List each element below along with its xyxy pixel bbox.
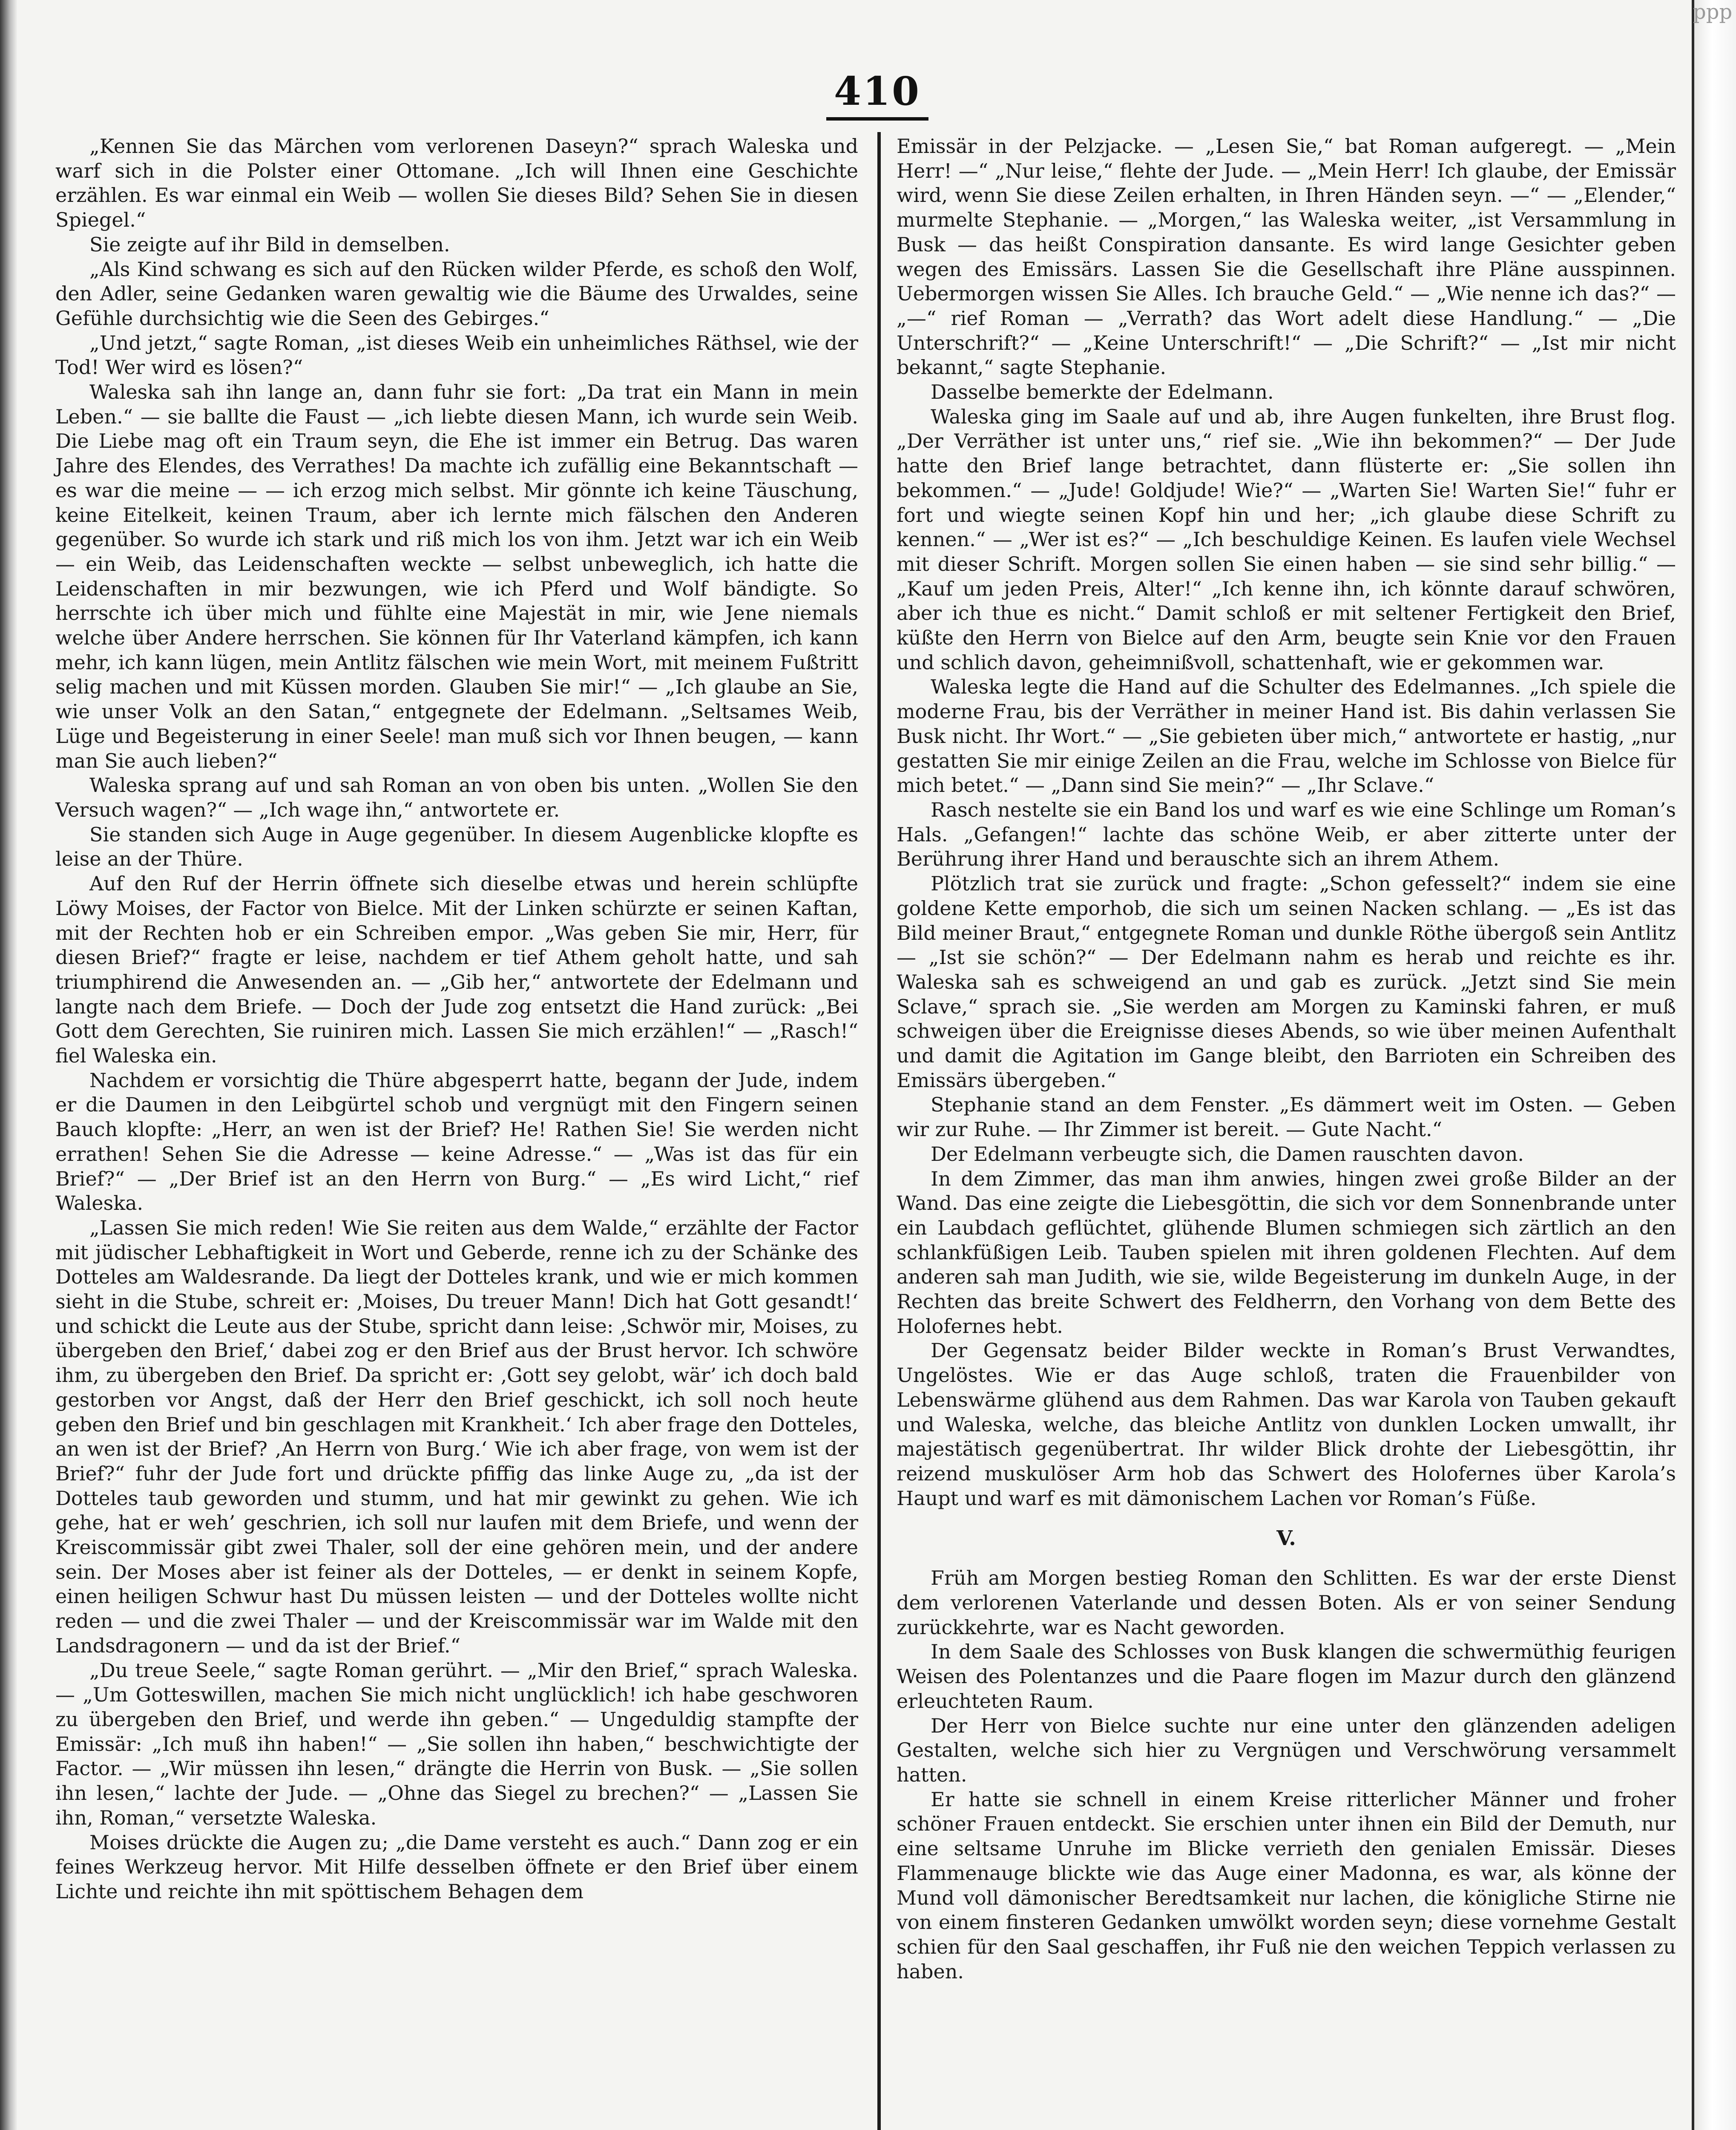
- paragraph: Waleska ging im Saale auf und ab, ihre Augen funkelten, ihre Brust flog. „Der Verräther ist unter uns,“ rief sie. „Wie ihn bekommen?“ — Der Jude hatte den Brief lange betrachtet, dann flüsterte er: „Sie sollen ihn bekommen.“ — „Jude! Goldjude! Wie?“ — „Warten Sie! Warten Sie!“ fuhr er fort und wiegte seinen Kopf hin und her; „ich glaube diese Schrift zu kennen.“ — „Wer ist es?“ — „Ich beschuldige Keinen. Es laufen viele Wechsel mit dieser Schrift. Morgen sollen Sie einen haben — sie sind sehr billig.“ — „Kauf um jeden Preis, Alter!“ „Ich kenne ihn, ich könnte darauf schwören, aber ich thue es nicht.“ Damit schloß er mit seltener Fertigkeit den Brief, küßte den Herrn von Bielce auf den Arm, beugte sein Knie vor den Frauen und schlich davon, geheimnißvoll, schattenhaft, wie er gekommen war.: [897, 405, 1676, 674]
- paragraph: Der Herr von Bielce suchte nur eine unter den glänzenden adeligen Gestalten, welche sich hier zu Vergnügen und Verschwörung versammelt hatten.: [897, 1714, 1676, 1786]
- paragraph: „Du treue Seele,“ sagte Roman gerührt. — „Mir den Brief,“ sprach Waleska. — „Um Gotteswillen, machen Sie mich nicht unglücklich! ich habe geschworen zu übergeben den Brief, und werde ihn geben.“ — Ungeduldig stampfte der Emissär: „Ich muß ihn haben!“ — „Sie sollen ihn haben,“ beschwichtigte der Factor. — „Wir müssen ihn lesen,“ drängte die Herrin von Busk. — „Sie sollen ihn lesen,“ lachte der Jude. — „Ohne das Siegel zu brechen?“ — „Lassen Sie ihn, Roman,“ versetzte Waleska.: [55, 1658, 858, 1829]
- section-heading: V.: [1276, 1526, 1296, 1551]
- paragraph: Waleska legte die Hand auf die Schulter des Edelmannes. „Ich spiele die moderne Frau, bis der Verräther in meiner Hand ist. Bis dahin verlassen Sie Busk nicht. Ihr Wort.“ — „Sie gebieten über mich,“ antwortete er hastig, „nur gestatten Sie mir einige Zeilen an die Frau, welche im Schlosse von Bielce für mich betet.“ — „Dann sind Sie mein?“ — „Ihr Sclave.“: [897, 675, 1676, 797]
- scan-binding-edge: [0, 0, 17, 2130]
- paragraph: Stephanie stand an dem Fenster. „Es dämmert weit im Osten. — Geben wir zur Ruhe. — Ihr Zimmer ist bereit. — Gute Nacht.“: [897, 1093, 1676, 1141]
- paragraph: Auf den Ruf der Herrin öffnete sich dieselbe etwas und herein schlüpfte Löwy Moises, der Factor von Bielce. Mit der Linken schürzte er seinen Kaftan, mit der Rechten hob er ein Schreiben empor. „Was geben Sie mir, Herr, für diesen Brief?“ fragte er leise, nachdem er tief Athem geholt hatte, und sah triumphirend die Anwesenden an. — „Gib her,“ antwortete der Edelmann und langte nach dem Briefe. — Doch der Jude zog entsetzt die Hand zurück: „Bei Gott dem Gerechten, Sie ruiniren mich. Lassen Sie mich erzählen!“ — „Rasch!“ fiel Waleska ein.: [55, 872, 858, 1068]
- paragraph: Rasch nestelte sie ein Band los und warf es wie eine Schlinge um Roman’s Hals. „Gefangen!“ lachte das schöne Weib, er aber zitterte unter der Berührung ihrer Hand und berauschte sich an ihrem Athem.: [897, 798, 1676, 871]
- paragraph: Früh am Morgen bestieg Roman den Schlitten. Es war der erste Dienst dem verlorenen Vaterlande und dessen Boten. Als er von seiner Sendung zurückkehrte, war es Nacht geworden.: [897, 1566, 1676, 1639]
- paragraph: Waleska sah ihn lange an, dann fuhr sie fort: „Da trat ein Mann in mein Leben.“ — sie ballte die Faust — „ich liebte diesen Mann, ich wurde sein Weib. Die Liebe mag oft ein Traum seyn, die Ehe ist immer ein Betrug. Das waren Jahre des Elendes, des Verrathes! Da machte ich zufällig eine Bekanntschaft — es war die meine — — ich erzog mich selbst. Mir gönnte ich keine Täuschung, keine Eitelkeit, keinen Traum, aber ich lernte mich fälschen den Anderen gegenüber. So wurde ich stark und riß mich los von ihm. Jetzt war ich ein Weib — ein Weib, das Leidenschaften weckte — selbst unbeweglich, ich hatte die Leidenschaften in mir bezwungen, wie ich Pferd und Wolf bändigte. So herrschte ich über mich und fühlte eine Majestät in mir, wie Jene niemals welche über Andere herrschen. Sie können für Ihr Vaterland kämpfen, ich kann mehr, ich kann lügen, mein Antlitz fälschen wie mein Wort, mit meinem Fußtritt selig machen und mit Küssen morden. Glauben Sie mir!“ — „Ich glaube an Sie, wie unser Volk an den Satan,“ entgegnete der Edelmann. „Seltsames Weib, Lüge und Begeisterung in einer Seele! man muß sich vor Ihnen beugen, — kann man Sie auch lieben?“: [55, 380, 858, 772]
- left-column: [55, 134, 858, 1904]
- paragraph: „Und jetzt,“ sagte Roman, „ist dieses Weib ein unheimliches Räthsel, wie der Tod! Wer wird es lösen?“: [55, 331, 858, 379]
- paragraph: Sie zeigte auf ihr Bild in demselben.: [89, 233, 450, 256]
- paragraph: „Lassen Sie mich reden! Wie Sie reiten aus dem Walde,“ erzählte der Factor mit jüdischer Lebhaftigkeit in Wort und Geberde, renne ich zu der Schänke des Dotteles am Waldesrande. Da liegt der Dotteles krank, und wie er mich kommen sieht in die Stube, schreit er: ‚Moises, Du treuer Mann! Dich hat Gott gesandt!‘ und schickt die Leute aus der Stube, spricht dann leise: ‚Schwör mir, Moises, zu übergeben den Brief,‘ dabei zog er den Brief aus der Brust hervor. Ich schwöre ihm, zu übergeben den Brief. Da spricht er: ‚Gott sey gelobt, wär’ ich doch bald gestorben vor Angst, daß der Herr den Brief geschickt, ich soll noch heute geben den Brief und bin geschlagen mit Krankheit.‘ Ich aber frage den Dotteles, an wen ist der Brief? ‚An Herrn von Burg.‘ Wie ich aber frage, von wem ist der Brief?“ fuhr der Jude fort und drückte pfiffig das linke Auge zu, „da ist der Dotteles taub geworden und stumm, und hat mir gewinkt zu gehen. Wie ich gehe, hat er weh’ geschrien, ich soll nur laufen mit dem Briefe, und wenn der Kreiscommissär gibt zwei Thaler, soll der eine gehören mein, und der andere sein. Der Moses aber ist feiner als der Dotteles, — er denkt in seinem Kopfe, einen heiligen Schwur hast Du müssen leisten — und der Dotteles wollte nicht reden — und die zwei Thaler — und der Kreiscommissär war im Walde mit den Landsdragonern — und da ist der Brief.“: [55, 1216, 858, 1657]
- paragraph: „Als Kind schwang es sich auf den Rücken wilder Pferde, es schoß den Wolf, den Adler, seine Gedanken waren gewaltig wie die Bäume des Urwaldes, seine Gefühle durchsichtig wie die Seen des Gebirges.“: [55, 257, 858, 330]
- column-divider: [877, 132, 881, 2130]
- paragraph: Plötzlich trat sie zurück und fragte: „Schon gefesselt?“ indem sie eine goldene Kette emporhob, die sich um seinen Nacken schlang. — „Es ist das Bild meiner Braut,“ entgegnete Roman und dunkle Röthe übergoß sein Antlitz — „Ist sie schön?“ — Der Edelmann nahm es herab und reichte es ihr. Waleska sah es schweigend an und gab es zurück. „Jetzt sind Sie mein Sclave,“ sprach sie. „Sie werden am Morgen zu Kaminski fahren, er muß schweigen über die Ereignisse dieses Abends, so wie über meinen Aufenthalt und damit die Agitation im Gange bleibt, den Barrioten ein Schreiben des Emissärs übergeben.“: [897, 872, 1676, 1092]
- paragraph: Emissär in der Pelzjacke. — „Lesen Sie,“ bat Roman aufgeregt. — „Mein Herr! —“ „Nur leise,“ flehte der Jude. — „Mein Herr! Ich glaube, der Emissär wird, wenn Sie diese Zeilen erhalten, in Ihren Händen seyn. —“ — „Elender,“ murmelte Stephanie. — „Morgen,“ las Waleska weiter, „ist Versammlung in Busk — das heißt Conspiration dansante. Es wird lange Gesichter geben wegen des Emissärs. Lassen Sie die Gesellschaft ihre Pläne ausspinnen. Uebermorgen wissen Sie Alles. Ich brauche Geld.“ — „Wie nenne ich das?“ — „—“ rief Roman — „Verrath? das Wort adelt diese Handlung.“ — „Die Unterschrift?“ — „Keine Unterschrift!“ — „Die Schrift?“ — „Ist mir nicht bekannt,“ sagte Stephanie.: [897, 135, 1676, 379]
- paragraph: Der Gegensatz beider Bilder weckte in Roman’s Brust Verwandtes, Ungelöstes. Wie er das Auge schloß, traten die Frauenbilder von Lebenswärme glühend aus dem Rahmen. Das war Karola von Tauben gekauft und Waleska, welche, das bleiche Antlitz von dunklen Locken umwallt, ihr majestätisch gegenübertrat. Ihr wilder Blick drohte der Liebesgöttin, ihr reizend muskulöser Arm hob das Schwert des Holofernes über Karola’s Haupt und warf es mit dämonischem Lachen vor Roman’s Füße.: [897, 1339, 1676, 1510]
- page-number: 410: [834, 68, 921, 114]
- paragraph: Sie standen sich Auge in Auge gegenüber. In diesem Augenblicke klopfte es leise an der Thüre.: [55, 823, 858, 871]
- paragraph: In dem Zimmer, das man ihm anwies, hingen zwei große Bilder an der Wand. Das eine zeigte die Liebesgöttin, die sich vor dem Sonnenbrande unter ein Laubdach geflüchtet, glühende Blumen schmiegen sich zärtlich an den schlankfüßigen Leib. Tauben spielen mit ihren goldenen Flechten. Auf dem anderen sah man Judith, wie sie, wilde Begeisterung im dunkeln Auge, in der Rechten das breite Schwert des Feldherrn, den Vorhang von dem Bette des Holofernes hebt.: [897, 1167, 1676, 1338]
- paragraph: „Kennen Sie das Märchen vom verlorenen Daseyn?“ sprach Waleska und warf sich in die Polster einer Ottomane. „Ich will Ihnen eine Geschichte erzählen. Es war einmal ein Weib — wollen Sie dieses Bild? Sehen Sie in diesen Spiegel.“: [55, 135, 858, 232]
- paragraph: Der Edelmann verbeugte sich, die Damen rauschten davon.: [931, 1142, 1524, 1166]
- page-number-underline: [826, 117, 928, 121]
- paragraph: Dasselbe bemerkte der Edelmann.: [931, 380, 1274, 404]
- paragraph: In dem Saale des Schlosses von Busk klangen die schwermüthig feurigen Weisen des Polentanzes und die Paare flogen im Mazur durch den glänzend erleuchteten Raum.: [897, 1640, 1676, 1713]
- right-column: [897, 134, 1676, 1984]
- scan-right-edge: [1692, 0, 1736, 2130]
- paragraph: Moises drückte die Augen zu; „die Dame versteht es auch.“ Dann zog er ein feines Werkzeug hervor. Mit Hilfe desselben öffnete er den Brief über einem Lichte und reichte ihn mit spöttischem Behagen dem: [55, 1831, 858, 1903]
- paragraph: Er hatte sie schnell in einem Kreise ritterlicher Männer und froher schöner Frauen entdeckt. Sie erschien unter ihnen ein Bild der Demuth, nur eine seltsame Unruhe im Blicke verrieth den genialen Emissär. Dieses Flammenauge blickte wie das Auge einer Madonna, es war, als könne der Mund voll dämonischer Beredtsamkeit nur lachen, die königliche Stirne nie von einem finsteren Gedanken umwölkt worden seyn; diese vornehme Gestalt schien für den Saal geschaffen, ihr Fuß nie den weichen Teppich verlassen zu haben.: [897, 1787, 1676, 1983]
- paragraph: Waleska sprang auf und sah Roman an von oben bis unten. „Wollen Sie den Versuch wagen?“ — „Ich wage ihn,“ antwortete er.: [55, 774, 858, 821]
- paragraph: Nachdem er vorsichtig die Thüre abgesperrt hatte, begann der Jude, indem er die Daumen in den Leibgürtel schob und vergnügt mit den Fingern seinen Bauch klopfte: „Herr, an wen ist der Brief? He! Rathen Sie! Sie werden nicht errathen! Sehen Sie die Adresse — keine Adresse.“ — „Was ist das für ein Brief?“ — „Der Brief ist an den Herrn von Burg.“ — „Es wird Licht,“ rief Waleska.: [55, 1068, 858, 1215]
- corner-handwritten-mark: ppp: [1693, 0, 1733, 24]
